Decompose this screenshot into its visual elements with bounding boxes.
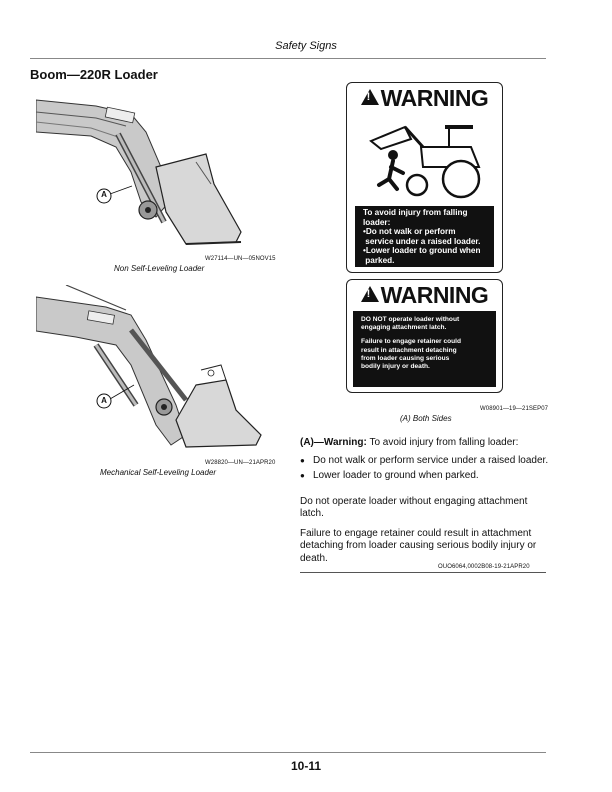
paragraph-latch: Do not operate loader without engaging attachment latch. [300, 495, 528, 519]
figure1-caption: Non Self-Leveling Loader [114, 264, 205, 273]
running-header: Safety Signs [275, 40, 337, 52]
sign2-line: DO NOT operate loader without [361, 316, 460, 323]
text-code: OUO6064,0002B08-19-21APR20 [438, 564, 530, 570]
figure2-code: W28820—UN—21APR20 [205, 460, 276, 466]
warning-triangle-icon [361, 286, 379, 302]
figure-mechanical-self-leveling-loader [36, 285, 286, 457]
safety-sign-2 [346, 279, 503, 393]
safety-sign-1 [346, 82, 503, 273]
sign1-line: service under a raised loader. [363, 236, 481, 246]
header-rule [30, 58, 546, 59]
figure1-code: W27114—UN—05NOV15 [205, 256, 276, 262]
body-text [300, 437, 550, 565]
figure2-caption: Mechanical Self-Leveling Loader [100, 468, 217, 477]
warning-lead-label: (A)—Warning: [300, 437, 367, 448]
signs-caption: (A) Both Sides [400, 414, 452, 423]
warning-lead [300, 437, 550, 450]
sign2-line: bodily injury or death. [361, 363, 430, 371]
bullet-item: ● Do not walk or perform service under a raised loader. [300, 455, 550, 468]
paragraph-retainer: Failure to engage retainer could result in attachment detaching from loader causing serious bodily injury or death. [300, 527, 537, 564]
sign1-line: loader: [363, 217, 391, 227]
page-number: 10-11 [290, 759, 322, 773]
signs-code: W08901—19—21SEP07 [480, 406, 549, 412]
sign1-text-panel [355, 206, 494, 267]
callout-a-fig1: A [101, 190, 107, 199]
section-title: Boom—220R Loader [30, 67, 158, 82]
warning-lead-text: To avoid injury from falling loader: [366, 437, 519, 448]
sign1-line: To avoid injury from falling [363, 208, 468, 217]
sign1-pictogram [361, 117, 489, 203]
sign2-line: engaging attachment latch. [361, 324, 447, 332]
warning-triangle-icon [361, 89, 379, 105]
sign2-heading: !WARNING [347, 282, 502, 309]
footer-rule [30, 752, 546, 753]
sign1-line: parked. [363, 255, 395, 265]
text-end-rule [300, 572, 546, 573]
sign1-line: •Do not walk or perform [363, 227, 456, 237]
callout-a-fig2: A [101, 396, 107, 405]
bullet-item: ● Lower loader to ground when parked. [300, 470, 550, 483]
sign2-line: from loader causing serious [361, 354, 450, 362]
sign1-heading: !WARNING [347, 85, 502, 112]
sign2-text-panel [353, 311, 496, 387]
sign2-line: result in attachment detaching [361, 346, 457, 354]
figure-non-self-leveling-loader [36, 92, 286, 254]
sign1-line: •Lower loader to ground when [363, 246, 481, 256]
sign2-line: Failure to engage retainer could [361, 338, 462, 346]
